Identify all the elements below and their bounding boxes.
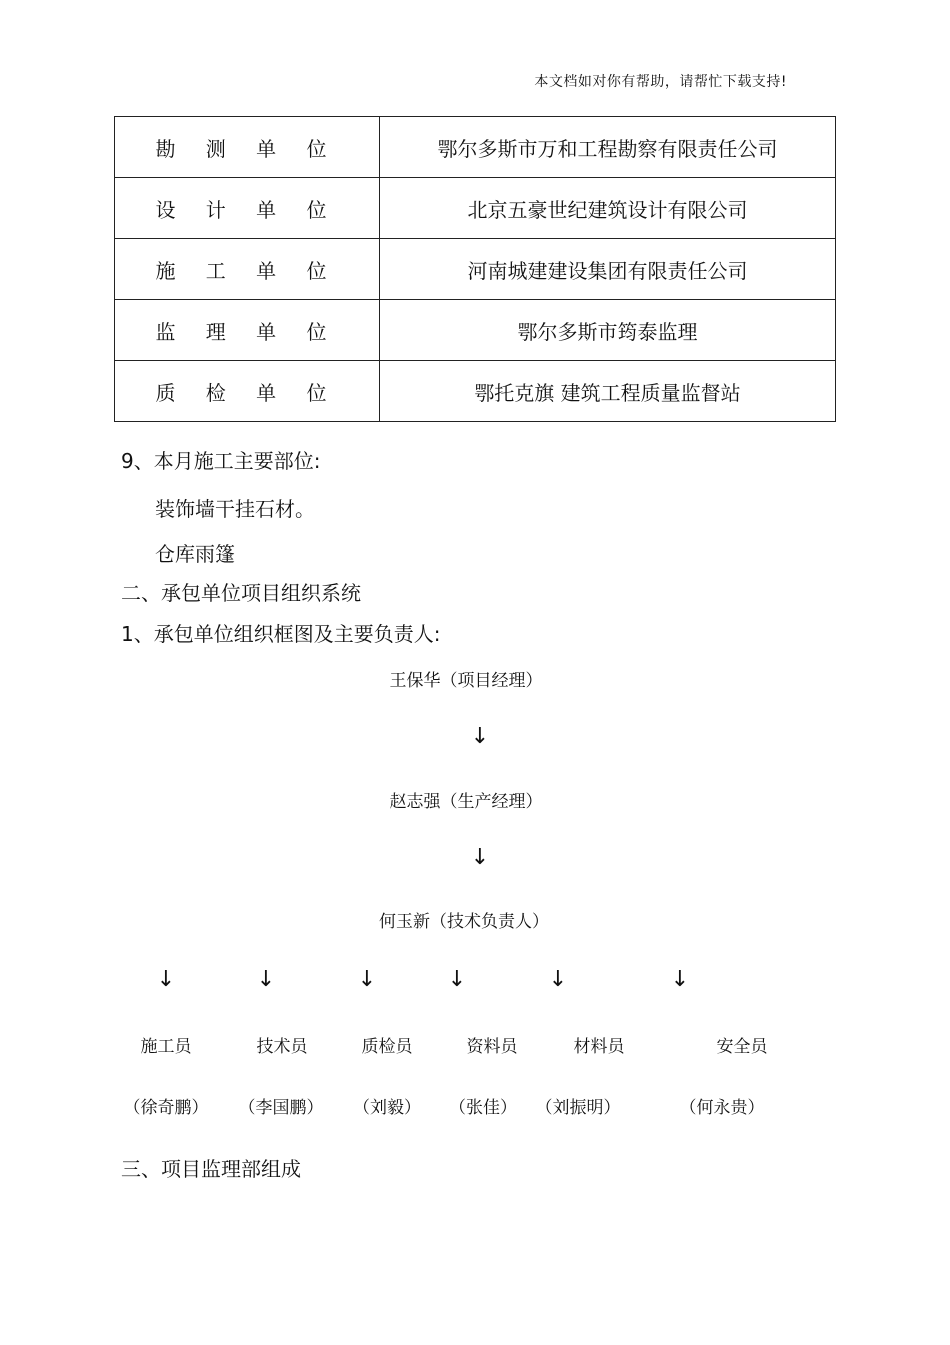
org-person: （徐奇鹏）: [123, 1098, 209, 1118]
down-arrow-icon: ↓: [470, 724, 490, 749]
section2-title: 二、承包单位项目组织系统: [121, 581, 361, 605]
down-arrow-icon: ↓: [470, 845, 490, 870]
down-arrow-icon: ↓: [447, 967, 467, 992]
section2-subtitle: 1、承包单位组织框图及主要负责人:: [121, 622, 441, 646]
org-level-3: 何玉新（技术负责人）: [379, 912, 549, 932]
unit-label: 设 计 单 位: [115, 178, 380, 239]
section3-title: 三、项目监理部组成: [121, 1157, 301, 1181]
org-role: 资料员: [466, 1037, 518, 1057]
org-person: （张佳）: [449, 1098, 517, 1118]
unit-value: 鄂尔多斯市筠泰监理: [380, 300, 836, 361]
org-role: 材料员: [573, 1037, 625, 1057]
down-arrow-icon: ↓: [156, 967, 176, 992]
org-person: （刘振明）: [535, 1098, 621, 1118]
org-role: 安全员: [716, 1037, 768, 1057]
org-person: （何永贵）: [679, 1098, 765, 1118]
down-arrow-icon: ↓: [548, 967, 568, 992]
org-role: 质检员: [361, 1037, 413, 1057]
down-arrow-icon: ↓: [670, 967, 690, 992]
section9-title: 9、本月施工主要部位:: [121, 449, 321, 473]
unit-label: 施 工 单 位: [115, 239, 380, 300]
project-units-table: [114, 116, 836, 422]
unit-label: 监 理 单 位: [115, 300, 380, 361]
unit-label: 勘 测 单 位: [115, 117, 380, 178]
unit-value: 鄂托克旗 建筑工程质量监督站: [380, 361, 836, 422]
org-level-2: 赵志强（生产经理）: [389, 792, 543, 812]
org-role: 施工员: [140, 1037, 192, 1057]
org-person: （刘毅）: [353, 1098, 421, 1118]
org-role: 技术员: [256, 1037, 308, 1057]
unit-label: 质 检 单 位: [115, 361, 380, 422]
header-note: 本文档如对你有帮助，请帮忙下载支持!: [534, 74, 787, 90]
unit-value: 鄂尔多斯市万和工程勘察有限责任公司: [380, 117, 836, 178]
table-row: [115, 239, 836, 300]
unit-value: 河南城建建设集团有限责任公司: [380, 239, 836, 300]
table-row: [115, 361, 836, 422]
section9-item: 装饰墙干挂石材。: [155, 497, 315, 521]
table-row: [115, 178, 836, 239]
org-person: （李国鹏）: [238, 1098, 324, 1118]
unit-value: 北京五豪世纪建筑设计有限公司: [380, 178, 836, 239]
section9-item: 仓库雨篷: [155, 542, 235, 566]
down-arrow-icon: ↓: [256, 967, 276, 992]
table-row: [115, 117, 836, 178]
table-row: [115, 300, 836, 361]
org-level-1: 王保华（项目经理）: [389, 671, 543, 691]
down-arrow-icon: ↓: [357, 967, 377, 992]
